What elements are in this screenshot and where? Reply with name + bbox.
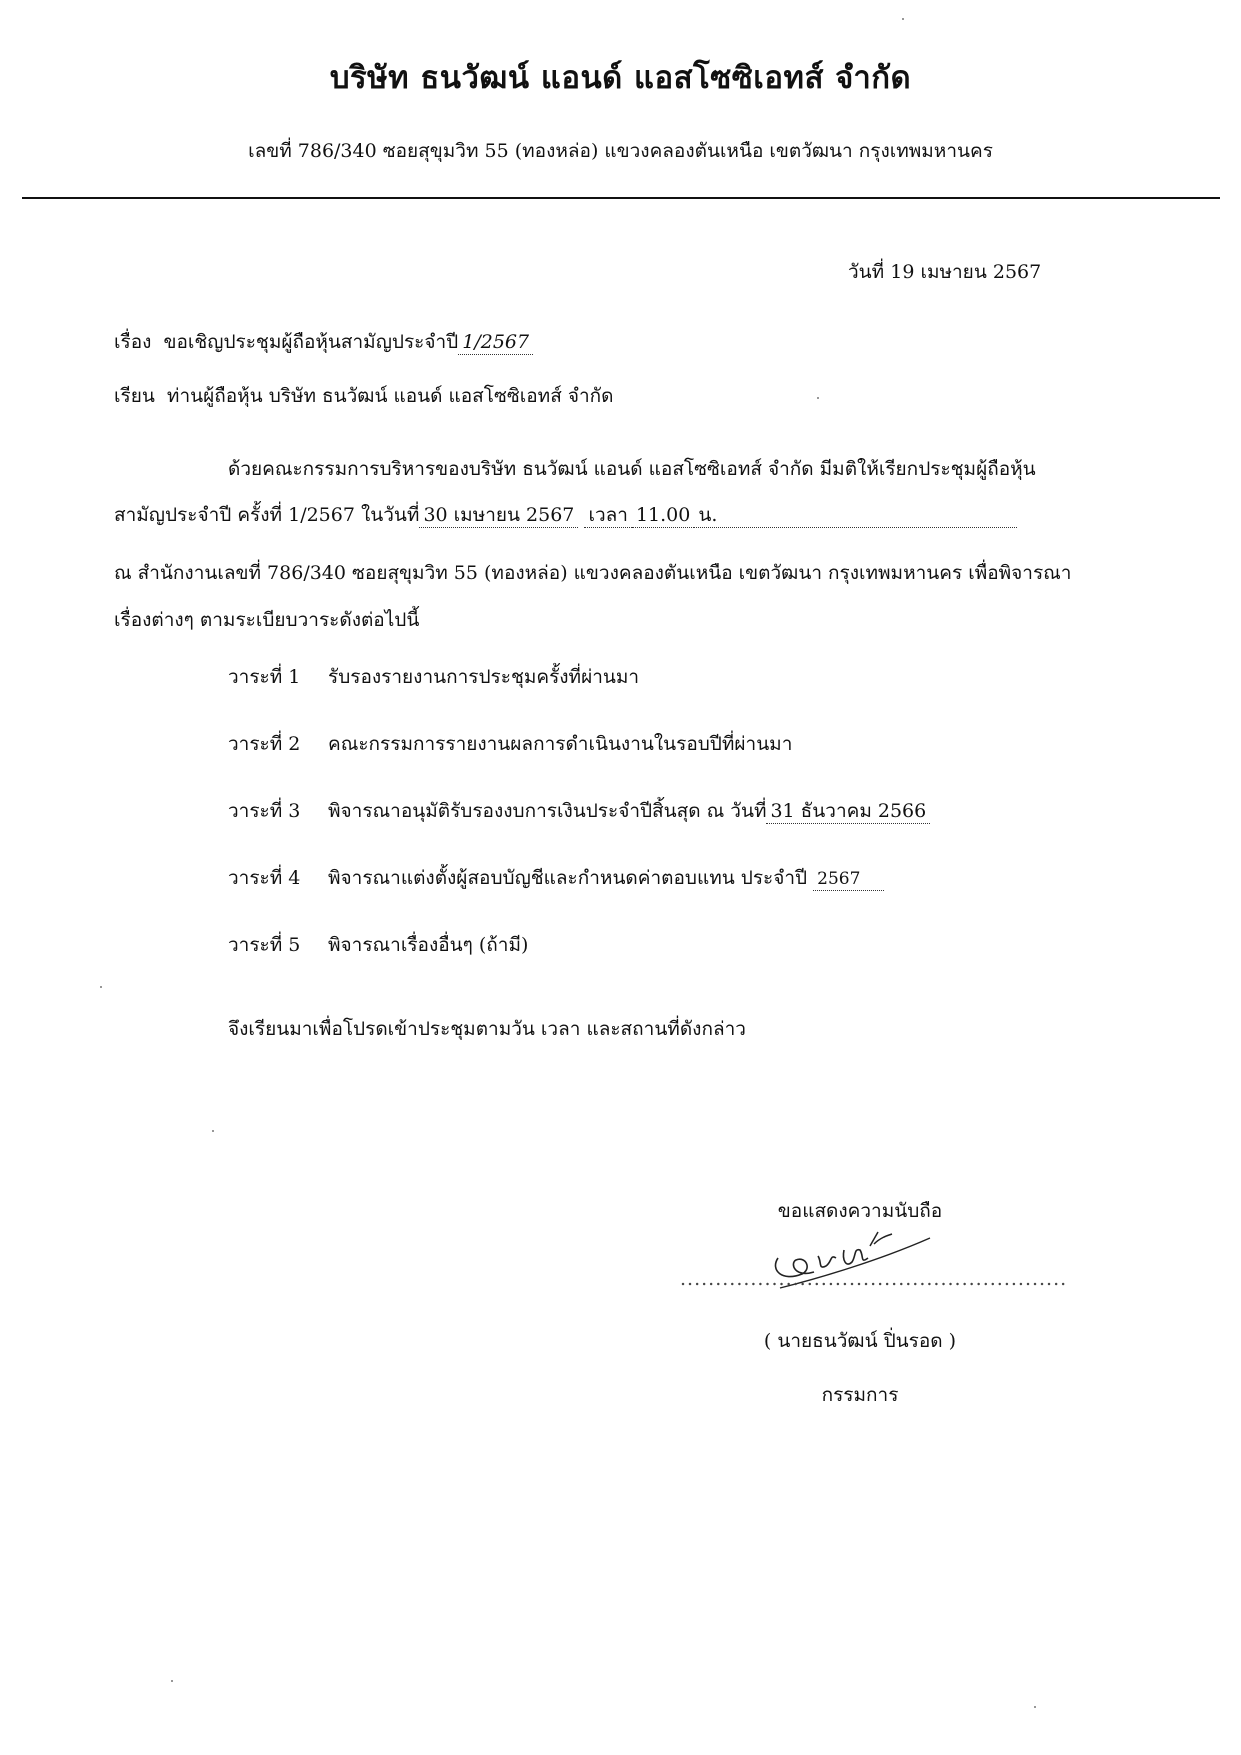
agenda-item-5 bbox=[228, 930, 528, 960]
meeting-date: 30 เมษายน 2567 bbox=[419, 504, 578, 528]
scan-speck bbox=[100, 986, 102, 988]
agenda-label: วาระที่ 1 bbox=[228, 666, 301, 688]
date-year: 2567 bbox=[992, 261, 1042, 283]
date-day: 19 bbox=[890, 261, 915, 283]
company-address: เลขที่ 786/340 ซอยสุขุมวิท 55 (ทองหล่อ) แขวงคลองตันเหนือ เขตวัฒนา กรุงเทพมหานคร bbox=[248, 140, 993, 162]
agenda-text: พิจารณาเรื่องอื่นๆ (ถ้ามี) bbox=[328, 934, 529, 956]
time-label: เวลา bbox=[584, 504, 631, 528]
time-unit: น. bbox=[694, 504, 1017, 528]
recipient-text: ท่านผู้ถือหุ้น บริษัท ธนวัฒน์ แอนด์ แอสโซซิเอทส์ จำกัด bbox=[166, 385, 614, 407]
agenda-label: วาระที่ 5 bbox=[228, 934, 301, 956]
closing-text: จึงเรียนมาเพื่อโปรดเข้าประชุมตามวัน เวลา และสถานที่ดังกล่าว bbox=[228, 1018, 746, 1040]
signature-line: ....................................................... bbox=[680, 1268, 1068, 1290]
scan-speck bbox=[817, 397, 819, 399]
recipient-label: เรียน bbox=[114, 385, 155, 407]
body-line-4: เรื่องต่างๆ ตามระเบียบวาระดังต่อไปนี้ bbox=[114, 609, 420, 631]
body-line-2-prefix: สามัญประจำปี ครั้งที่ 1/2567 ในวันที่ bbox=[114, 504, 420, 526]
company-name: บริษัท ธนวัฒน์ แอนด์ แอสโซซิเอทส์ จำกัด bbox=[329, 60, 912, 96]
scan-speck bbox=[902, 18, 904, 20]
agenda-text: รับรองรายงานการประชุมครั้งที่ผ่านมา bbox=[328, 666, 640, 688]
scan-speck bbox=[171, 1680, 173, 1682]
signature-salutation: ขอแสดงความนับถือ bbox=[777, 1200, 943, 1222]
signer-name: ( นายธนวัฒน์ ปิ่นรอด ) bbox=[763, 1330, 957, 1352]
date-month: เมษายน bbox=[920, 261, 987, 283]
agenda-item-4 bbox=[228, 863, 884, 893]
subject-label: เรื่อง bbox=[114, 331, 152, 353]
agenda-text: พิจารณาแต่งตั้งผู้สอบบัญชีและกำหนดค่าตอบแทน ประจำปี bbox=[328, 867, 808, 889]
signer-position: กรรมการ bbox=[821, 1384, 899, 1406]
agenda-label: วาระที่ 2 bbox=[228, 733, 301, 755]
agenda-item-3 bbox=[228, 796, 930, 826]
agenda-item-2 bbox=[228, 729, 792, 759]
subject-text: ขอเชิญประชุมผู้ถือหุ้นสามัญประจำปี bbox=[163, 331, 459, 353]
letter-date bbox=[848, 257, 1041, 287]
recipient-line bbox=[114, 381, 614, 411]
body-line-1: ด้วยคณะกรรมการบริหารของบริษัท ธนวัฒน์ แอนด์ แอสโซซิเอทส์ จำกัด มีมติให้เรียกประชุมผู้ถือหุ้น bbox=[228, 458, 1036, 480]
date-prefix: วันที่ bbox=[848, 261, 885, 283]
agenda-label: วาระที่ 4 bbox=[228, 867, 301, 889]
header-divider bbox=[22, 197, 1220, 199]
subject-line bbox=[114, 327, 533, 357]
body-line-2 bbox=[114, 500, 1017, 530]
agenda-value: 31 ธันวาคม 2566 bbox=[766, 800, 930, 824]
body-line-3: ณ สำนักงานเลขที่ 786/340 ซอยสุขุมวิท 55 (ทองหล่อ) แขวงคลองตันเหนือ เขตวัฒนา กรุงเทพมหานคร เพื่อพิจารณา bbox=[114, 562, 1072, 584]
agenda-label: วาระที่ 3 bbox=[228, 800, 301, 822]
scan-speck bbox=[212, 1130, 214, 1132]
agenda-text: คณะกรรมการรายงานผลการดำเนินงานในรอบปีที่ผ่านมา bbox=[328, 733, 793, 755]
meeting-time: 11.00 bbox=[632, 504, 694, 528]
scan-speck bbox=[1034, 1706, 1036, 1708]
agenda-item-1 bbox=[228, 662, 639, 692]
subject-value: 1/2567 bbox=[458, 331, 533, 355]
agenda-value: 2567 bbox=[813, 869, 884, 891]
agenda-text: พิจารณาอนุมัติรับรองงบการเงินประจำปีสิ้นสุด ณ วันที่ bbox=[328, 800, 767, 822]
